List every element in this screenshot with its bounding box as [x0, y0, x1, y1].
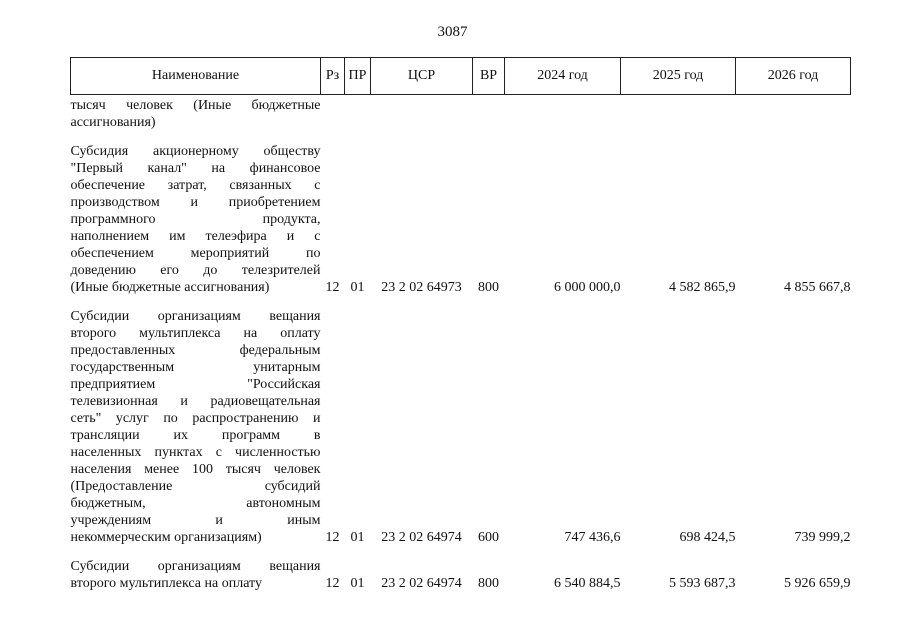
row-name-line: учреждениям и иным	[70, 513, 321, 528]
row-name-line: сеть" услуг по распространению и	[70, 411, 321, 426]
table-row	[71, 95, 851, 132]
row-name-line: предоставленных федеральным	[70, 343, 321, 358]
table-body	[71, 95, 851, 593]
cell-2024: 747 436,6	[564, 530, 621, 545]
row-name-line: программного продукта,	[70, 212, 321, 227]
header-name: Наименование	[71, 58, 321, 95]
cell-2025: 5 593 687,3	[669, 576, 736, 591]
row-name-line: Субсидии организациям вещания	[70, 559, 321, 574]
cell-2024: 6 000 000,0	[554, 280, 621, 295]
header-pr: ПР	[345, 58, 371, 95]
cell-2026: 5 926 659,9	[784, 576, 851, 591]
cell-2025: 4 582 865,9	[669, 280, 736, 295]
row-name-line: второго мультиплекса на оплату	[70, 326, 321, 341]
row-name-line: трансляции их программ в	[70, 428, 321, 443]
cell-2026	[736, 95, 851, 132]
row-name-line: обеспечение затрат, связанных с	[70, 178, 321, 193]
row-name	[71, 546, 321, 592]
header-csr: ЦСР	[371, 58, 473, 95]
row-name	[71, 296, 321, 546]
cell-rz: 12	[325, 280, 340, 295]
header-2024: 2024 год	[505, 58, 621, 95]
row-name-line: (Иные бюджетные ассигнования)	[70, 280, 270, 295]
row-name	[71, 131, 321, 296]
table-row	[71, 131, 851, 296]
row-name-line: населения менее 100 тысяч человек	[70, 462, 321, 477]
cell-2026: 4 855 667,8	[784, 280, 851, 295]
page-number: 3087	[437, 24, 468, 40]
row-name-line: ассигнования)	[70, 115, 156, 130]
cell-rz: 12	[325, 530, 340, 545]
cell-2026: 739 999,2	[794, 530, 851, 545]
cell-pr	[345, 95, 371, 132]
row-name-line: "Первый канал" на финансовое	[70, 161, 321, 176]
row-name-line: (Предоставление субсидий	[70, 479, 321, 494]
row-name	[71, 95, 321, 132]
header-2025: 2025 год	[621, 58, 736, 95]
cell-2024: 6 540 884,5	[554, 576, 621, 591]
row-name-line: телевизионная и радиовещательная	[70, 394, 321, 409]
row-name-line: некоммерческим организациям)	[70, 530, 262, 545]
cell-vr: 800	[478, 280, 499, 295]
row-name-line: обеспечением мероприятий по	[70, 246, 321, 261]
header-2026: 2026 год	[736, 58, 851, 95]
row-name-line: производством и приобретением	[70, 195, 321, 210]
cell-2025: 698 424,5	[679, 530, 736, 545]
cell-rz	[321, 95, 345, 132]
row-name-line: второго мультиплекса на оплату	[70, 576, 262, 591]
table-row	[71, 546, 851, 592]
cell-csr: 23 2 02 64974	[381, 576, 462, 591]
table-row	[71, 296, 851, 546]
row-name-line: государственным унитарным	[70, 360, 321, 375]
row-name-line: предприятием "Российская	[70, 377, 321, 392]
row-name-line: Субсидии организациям вещания	[70, 309, 321, 324]
cell-rz: 12	[325, 576, 340, 591]
cell-pr: 01	[350, 576, 365, 591]
cell-2025	[621, 95, 736, 132]
row-name-line: наполнением им телеэфира и с	[70, 229, 321, 244]
cell-pr: 01	[350, 530, 365, 545]
row-name-line: доведению его до телезрителей	[70, 263, 321, 278]
header-vr: ВР	[473, 58, 505, 95]
cell-vr	[473, 95, 505, 132]
cell-vr: 600	[478, 530, 499, 545]
row-name-line: бюджетным, автономным	[70, 496, 321, 511]
cell-2024	[505, 95, 621, 132]
cell-csr: 23 2 02 64974	[381, 530, 462, 545]
row-name-line: тысяч человек (Иные бюджетные	[70, 98, 321, 113]
cell-csr: 23 2 02 64973	[381, 280, 462, 295]
row-name-line: Субсидия акционерному обществу	[70, 144, 321, 159]
row-name-line: населенных пунктах с численностью	[70, 445, 321, 460]
table-header-row	[71, 58, 851, 95]
header-rz: Рз	[321, 58, 345, 95]
cell-vr: 800	[478, 576, 499, 591]
cell-csr	[371, 95, 473, 132]
budget-table	[70, 57, 851, 592]
cell-pr: 01	[350, 280, 365, 295]
